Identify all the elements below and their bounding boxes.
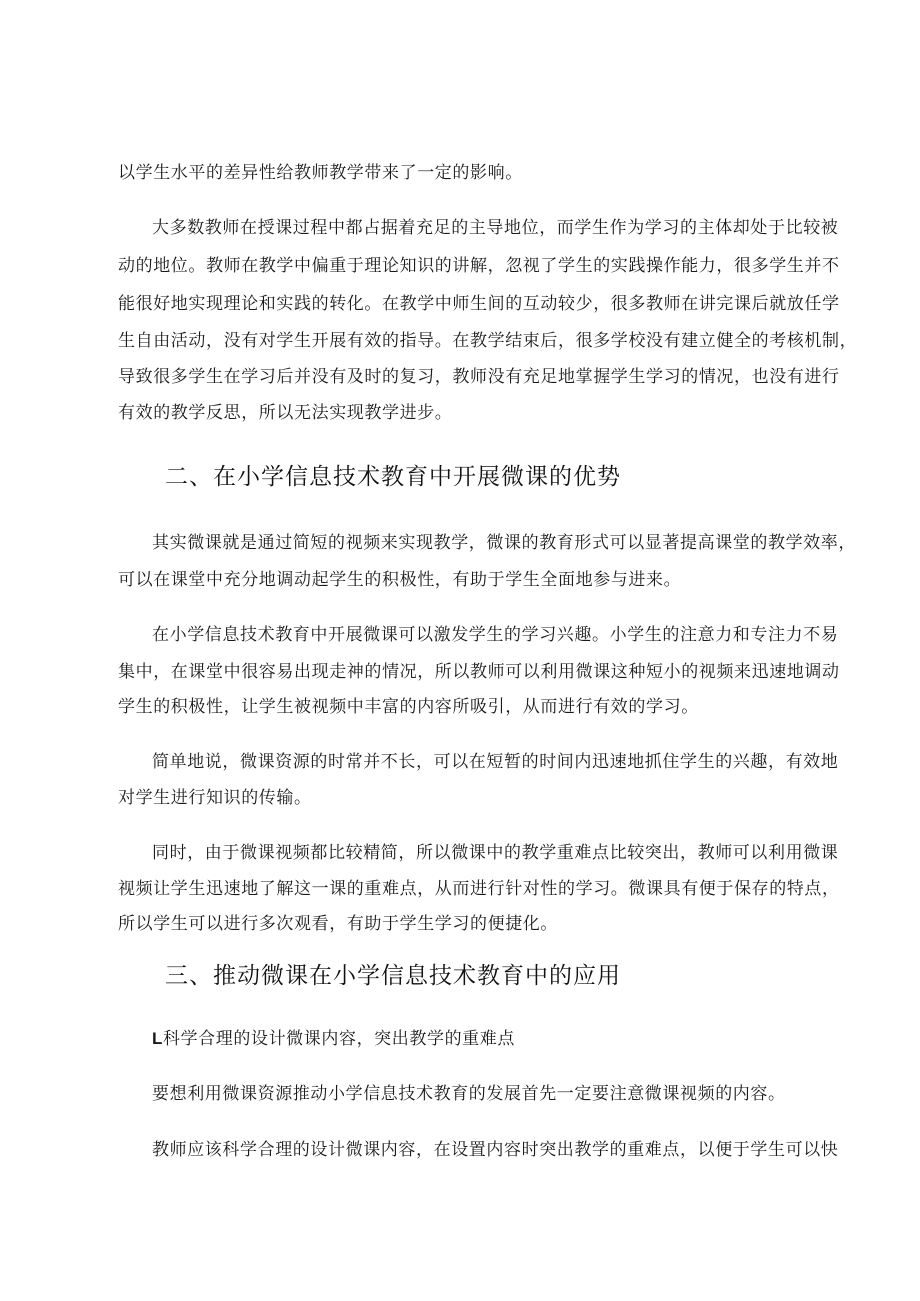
- section-heading-3: 三、推动微课在小学信息技术教育中的应用: [165, 963, 621, 989]
- section-heading-2: 二、在小学信息技术教育中开展微课的优势: [165, 464, 621, 490]
- paragraph-7-line: 教师应该科学合理的设计微课内容，在设置内容时突出教学的重难点，以便于学生可以快: [152, 1140, 839, 1160]
- paragraph-4-line: 简单地说，微课资源的时常并不长，可以在短暂的时间内迅速地抓住学生的兴趣，有效地: [152, 752, 839, 772]
- paragraph-3-line: 学生的积极性，让学生被视频中丰富的内容所吸引，从而进行有效的学习。: [118, 697, 699, 717]
- paragraph-1-line: 生自由活动，没有对学生开展有效的指导。在教学结束后，很多学校没有建立健全的考核机制，: [118, 331, 858, 351]
- paragraph-continuation-line: 以学生水平的差异性给教师教学带来了一定的影响。: [118, 163, 523, 183]
- paragraph-1-line: 大多数教师在授课过程中都占据着充足的主导地位，而学生作为学习的主体却处于比较被: [152, 218, 839, 238]
- paragraph-5-line: 所以学生可以进行多次观看，有助于学生学习的便捷化。: [118, 914, 558, 934]
- subsection-title: 科学合理的设计微课内容，突出教学的重难点: [162, 1029, 515, 1049]
- paragraph-1-line: 有效的教学反思，所以无法实现教学进步。: [118, 403, 453, 423]
- paragraph-1-line: 导致很多学生在学习后并没有及时的复习，教师没有充足地掌握学生学习的情况，也没有进行: [118, 367, 840, 387]
- subsection-number: L: [152, 1029, 163, 1048]
- paragraph-6-line: 要想利用微课资源推动小学信息技术教育的发展首先一定要注意微课视频的内容。: [152, 1084, 786, 1104]
- paragraph-5-line: 同时，由于微课视频都比较精简，所以微课中的教学重难点比较突出，教师可以利用微课: [152, 843, 839, 863]
- paragraph-1-line: 能很好地实现理论和实践的转化。在教学中师生间的互动较少，很多教师在讲完课后就放任学: [118, 294, 840, 314]
- paragraph-3-line: 在小学信息技术教育中开展微课可以激发学生的学习兴趣。小学生的注意力和专注力不易: [152, 625, 839, 645]
- paragraph-2-line: 其实微课就是通过简短的视频来实现教学，微课的教育形式可以显著提高课堂的教学效率，: [152, 533, 856, 553]
- paragraph-3-line: 集中，在课堂中很容易出现走神的情况，所以教师可以利用微课这种短小的视频来迅速地调动: [118, 662, 840, 682]
- paragraph-5-line: 视频让学生迅速地了解这一课的重难点，从而进行针对性的学习。微课具有便于保存的特点，: [118, 879, 840, 899]
- paragraph-4-line: 对学生进行知识的传输。: [118, 788, 312, 808]
- subsection-heading-1: [152, 1029, 515, 1049]
- paragraph-1-line: 动的地位。教师在教学中偏重于理论知识的讲解，忽视了学生的实践操作能力，很多学生并不: [118, 256, 840, 276]
- paragraph-2-line: 可以在课堂中充分地调动起学生的积极性，有助于学生全面地参与进来。: [118, 570, 682, 590]
